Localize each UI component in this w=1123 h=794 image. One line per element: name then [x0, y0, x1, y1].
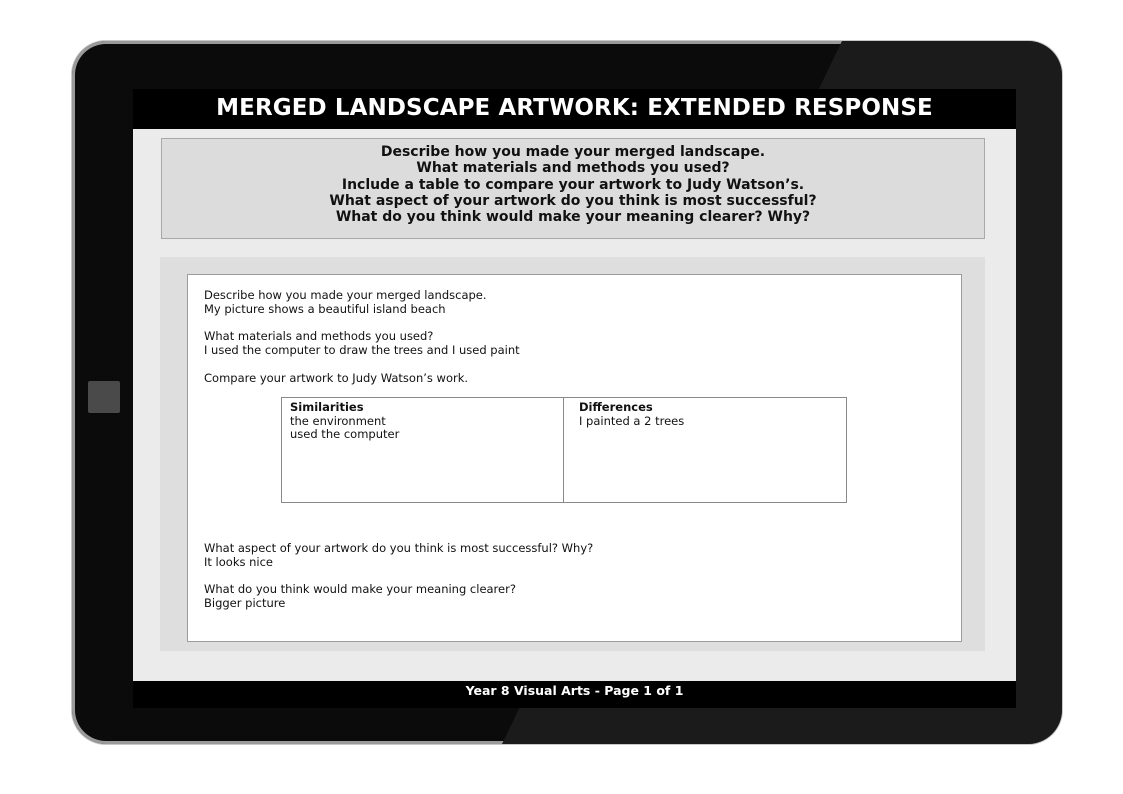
response-area [160, 257, 985, 651]
response-sheet[interactable] [187, 274, 962, 642]
similarity-item: used the computer [290, 427, 400, 442]
question-successful: What aspect of your artwork do you think is most successful? Why? [204, 541, 594, 555]
differences-heading: Differences [579, 400, 653, 414]
prompt-line: Describe how you made your merged landscape. [380, 144, 766, 160]
question-describe: Describe how you made your merged landscape. [204, 288, 487, 302]
page-footer: Year 8 Visual Arts - Page 1 of 1 [133, 681, 1016, 708]
comparison-table [281, 397, 847, 503]
page-title: MERGED LANDSCAPE ARTWORK: EXTENDED RESPONSE [133, 89, 1016, 129]
similarity-item: the environment [290, 413, 386, 428]
prompt-line: Include a table to compare your artwork to Judy Watson’s. [341, 176, 805, 193]
answer-materials[interactable]: I used the computer to draw the trees and I used paint [204, 343, 520, 357]
similarities-column[interactable] [282, 398, 564, 502]
question-clearer: What do you think would make your meaning clearer? [204, 582, 516, 596]
question-compare: Compare your artwork to Judy Watson’s work. [204, 371, 469, 385]
prompt-line: What do you think would make your meaning clearer? Why? [335, 209, 811, 226]
answer-describe[interactable]: My picture shows a beautiful island beach [204, 302, 446, 316]
differences-column[interactable] [564, 398, 846, 502]
home-button[interactable] [88, 381, 120, 413]
answer-clearer[interactable]: Bigger picture [204, 596, 286, 610]
prompt-line: What materials and methods you used? [416, 160, 730, 177]
prompt-line: What aspect of your artwork do you think is most successful? [329, 192, 817, 209]
question-materials: What materials and methods you used? [204, 329, 434, 343]
tablet-screen [133, 89, 1016, 708]
prompt-box [161, 138, 985, 239]
answer-successful[interactable]: It looks nice [204, 555, 274, 569]
difference-item: I painted a 2 trees [579, 413, 685, 428]
similarities-heading: Similarities [290, 400, 364, 414]
